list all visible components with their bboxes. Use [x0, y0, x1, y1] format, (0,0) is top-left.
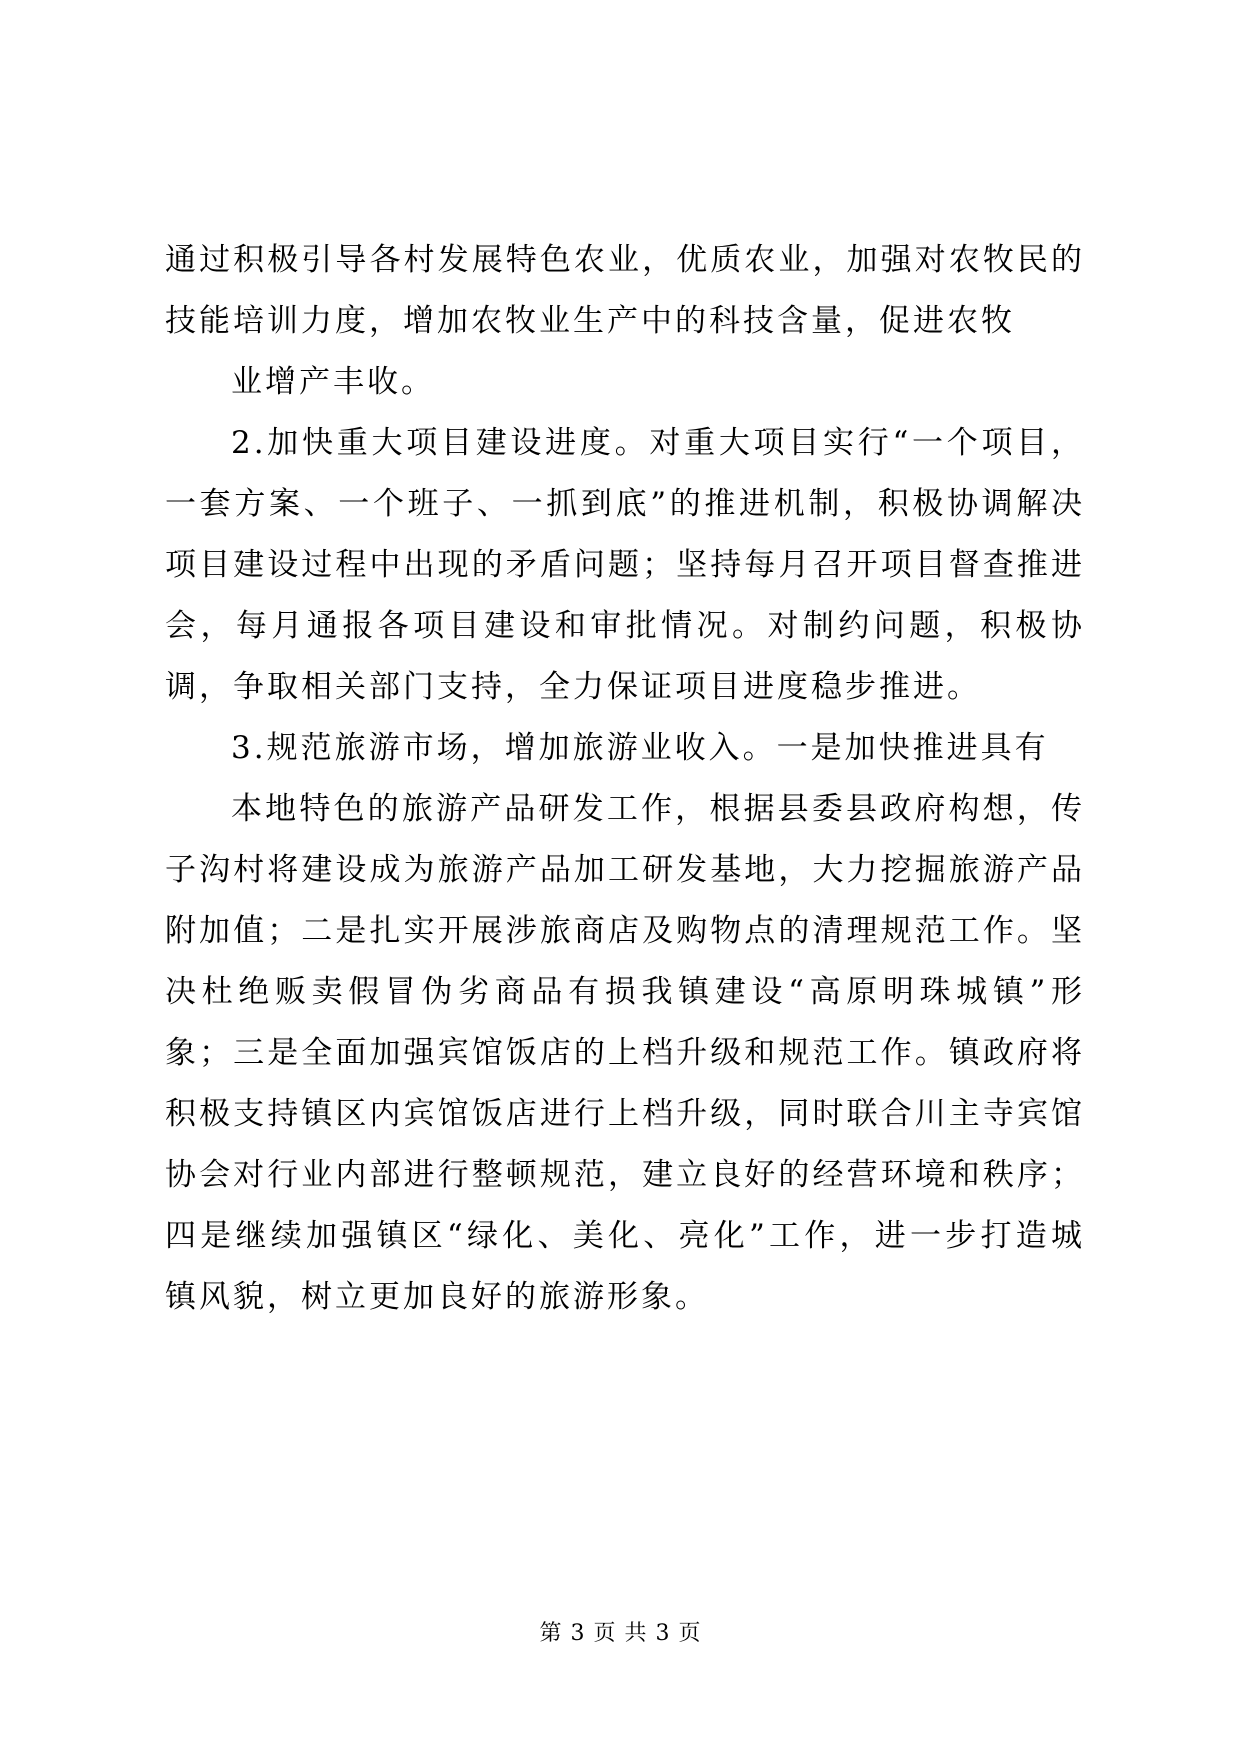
body-text — [165, 230, 1085, 1328]
paragraph-4: 3.规范旅游市场，增加旅游业收入。一是加快推进具有 — [231, 730, 1049, 766]
paragraph-5: 本地特色的旅游产品研发工作，根据县委县政府构想，传子沟村将建设成为旅游产品加工研发基地，大力挖掘旅游产品附加值；二是扎实开展涉旅商店及购物点的清理规范工作。坚决杜绝贩卖假冒伪劣商品有损我镇建设“高原明珠城镇”形象；三是全面加强宾馆饭店的上档升级和规范工作。镇政府将积极支持镇区内宾馆饭店进行上档升级，同时联合川主寺宾馆协会对行业内部进行整顿规范，建立良好的经营环境和秩序；四是继续加强镇区“绿化、美化、亮化”工作，进一步打造城镇风貌，树立更加良好的旅游形象。 — [165, 791, 1085, 1315]
paragraph-1: 通过积极引导各村发展特色农业，优质农业，加强对农牧民的技能培训力度，增加农牧业生产中的科技含量，促进农牧 — [165, 242, 1085, 339]
paragraph-2: 业增产丰收。 — [231, 364, 435, 400]
page-number-footer: 第 3 页 共 3 页 — [539, 1621, 702, 1646]
paragraph-3: 2.加快重大项目建设进度。对重大项目实行“一个项目，一套方案、一个班子、一抓到底”的推进机制，积极协调解决项目建设过程中出现的矛盾问题；坚持每月召开项目督查推进会，每月通报各项目建设和审批情况。对制约问题，积极协调，争取相关部门支持，全力保证项目进度稳步推进。 — [165, 425, 1085, 705]
